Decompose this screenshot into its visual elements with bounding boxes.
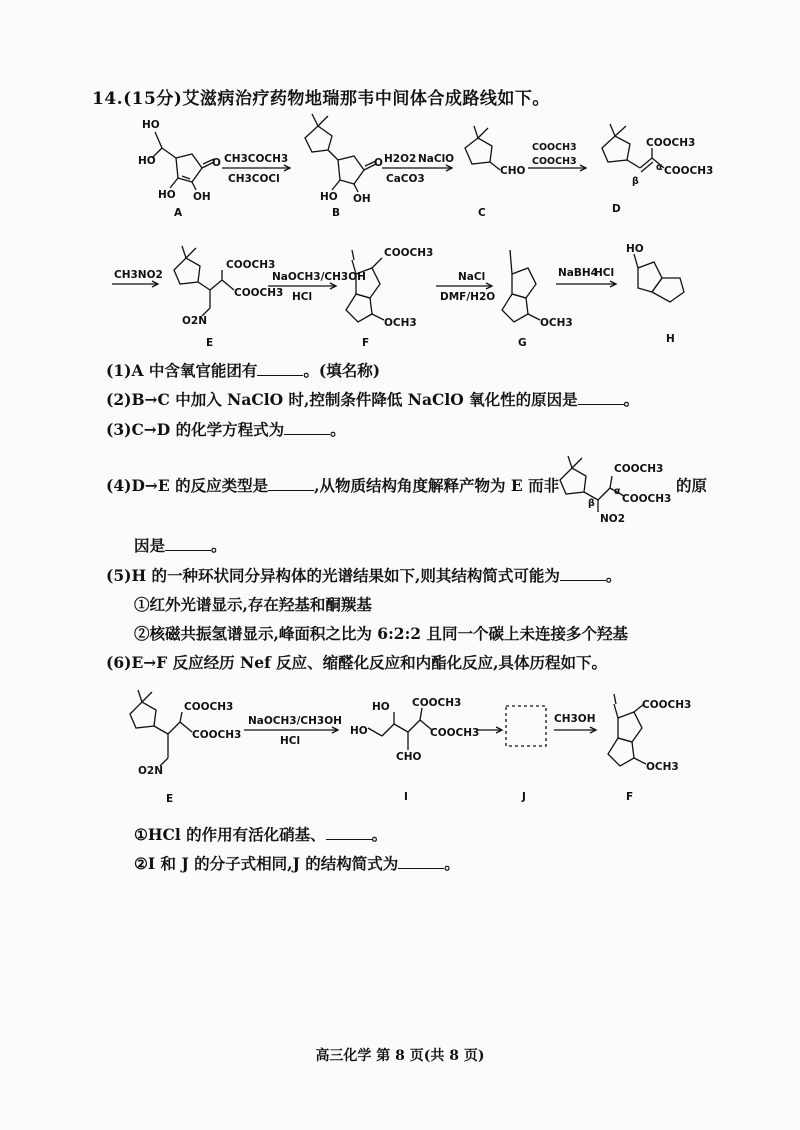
reagent-ch3coch3: CH3COCH3 bbox=[224, 153, 289, 165]
e2-cooch3-top: COOCH3 bbox=[184, 701, 234, 713]
structure-alt-e bbox=[552, 446, 682, 526]
i-cooch3-top: COOCH3 bbox=[412, 697, 462, 709]
reagent-ch3cocl: CH3COCl bbox=[228, 173, 280, 185]
reagent-ch3oh: CH3OH bbox=[554, 713, 596, 725]
reagent-dmf: DMF/H2O bbox=[440, 291, 496, 303]
reagent-nabh4: NaBH4 bbox=[558, 267, 598, 279]
a-ho-top: HO bbox=[142, 119, 160, 131]
answer-blank-6a[interactable] bbox=[326, 825, 372, 840]
reagent-malonate-2: COOCH3 bbox=[532, 156, 577, 167]
a-oh-bottom: OH bbox=[193, 191, 211, 203]
subq-6-2: ②I 和 J 的分子式相同,J 的结构简式为 。 bbox=[134, 854, 460, 873]
reagent-naoch3: NaOCH3/CH3OH bbox=[272, 271, 366, 283]
subq-5-cond1: ①红外光谱显示,存在羟基和酮羰基 bbox=[134, 595, 372, 614]
reagent-malonate-1: COOCH3 bbox=[532, 142, 577, 153]
answer-blank-4a[interactable] bbox=[268, 476, 314, 491]
f-cooch3: COOCH3 bbox=[384, 247, 434, 259]
synthesis-route-2 bbox=[100, 228, 720, 348]
label-e: E bbox=[206, 337, 214, 348]
subq-2: (2)B→C 中加入 NaClO 时,控制条件降低 NaClO 氧化性的原因是 。 bbox=[106, 390, 640, 409]
c-cho: CHO bbox=[500, 165, 526, 177]
subq-4b: 因是 。 bbox=[134, 536, 227, 555]
alt-e-alpha: α bbox=[614, 486, 621, 497]
d-alpha: α bbox=[656, 162, 663, 173]
i-cooch3-right: COOCH3 bbox=[430, 727, 480, 739]
answer-blank-2[interactable] bbox=[578, 390, 624, 405]
b-oh: OH bbox=[353, 193, 371, 205]
reagent-nacl: NaCl bbox=[458, 271, 486, 283]
label-c: C bbox=[478, 207, 486, 219]
label-d: D bbox=[612, 203, 621, 215]
reagent-naclo: NaClO bbox=[418, 153, 455, 165]
e2-cooch3-right: COOCH3 bbox=[192, 729, 242, 741]
reagent-naoch3-2: NaOCH3/CH3OH bbox=[248, 715, 342, 727]
i-cho: CHO bbox=[396, 751, 422, 763]
e-cooch3-right: COOCH3 bbox=[234, 287, 284, 299]
answer-blank-5[interactable] bbox=[560, 566, 606, 581]
reagent-hcl-2: HCl bbox=[594, 267, 615, 279]
a-ho-bottom: HO bbox=[158, 189, 176, 201]
answer-blank-1[interactable] bbox=[257, 361, 303, 376]
f2-och3: OCH3 bbox=[646, 761, 679, 773]
subq-5-cond2: ②核磁共振氢谱显示,峰面积之比为 6:2:2 且同一个碳上未连接多个羟基 bbox=[134, 624, 628, 643]
answer-blank-6b[interactable] bbox=[398, 854, 444, 869]
reagent-h2o2: H2O2 bbox=[384, 153, 417, 165]
page-footer: 高三化学 第 8 页(共 8 页) bbox=[315, 1048, 485, 1064]
answer-blank-4b[interactable] bbox=[165, 536, 211, 551]
synthesis-route-3 bbox=[110, 672, 730, 812]
e-cooch3-top: COOCH3 bbox=[226, 259, 276, 271]
f-och3: OCH3 bbox=[384, 317, 417, 329]
a-ho-left: HO bbox=[138, 155, 156, 167]
g-och3: OCH3 bbox=[540, 317, 573, 329]
label-a: A bbox=[174, 207, 183, 219]
reagent-hcl-3: HCl bbox=[280, 735, 301, 747]
i-ho: HO bbox=[372, 701, 390, 713]
subq-3: (3)C→D 的化学方程式为 。 bbox=[106, 420, 346, 439]
label-f: F bbox=[362, 337, 370, 348]
label-e2: E bbox=[166, 793, 174, 805]
label-f2: F bbox=[626, 791, 634, 803]
alt-e-cooch3-top: COOCH3 bbox=[614, 463, 664, 475]
synthesis-route-1 bbox=[100, 110, 720, 220]
subq-4: (4)D→E 的反应类型是 ,从物质结构角度解释产物为 E 而非 bbox=[106, 476, 560, 495]
b-carbonyl-o: O bbox=[374, 157, 383, 169]
reagent-caco3: CaCO3 bbox=[386, 173, 425, 185]
alt-e-beta: β bbox=[588, 498, 595, 509]
label-i: I bbox=[404, 791, 408, 803]
label-g: G bbox=[518, 337, 527, 348]
alt-e-no2: NO2 bbox=[600, 513, 626, 525]
d-beta: β bbox=[632, 176, 639, 187]
e-o2n: O2N bbox=[182, 315, 208, 327]
b-ho: HO bbox=[320, 191, 338, 203]
subq-5: (5)H 的一种环状同分异构体的光谱结果如下,则其结构简式可能为 。 bbox=[106, 566, 622, 585]
subq-4-tail: 的原 bbox=[676, 476, 708, 495]
reagent-hcl: HCl bbox=[292, 291, 313, 303]
d-cooch3-top: COOCH3 bbox=[646, 137, 696, 149]
label-h: H bbox=[666, 333, 675, 345]
h-ho: HO bbox=[626, 243, 644, 255]
label-j: J bbox=[522, 791, 526, 803]
answer-blank-3[interactable] bbox=[284, 420, 330, 435]
i-ho-left: HO bbox=[350, 725, 368, 737]
e2-o2n: O2N bbox=[138, 765, 164, 777]
subq-1: (1)A 中含氧官能团有 。(填名称) bbox=[106, 361, 381, 380]
d-cooch3-right: COOCH3 bbox=[664, 165, 714, 177]
reagent-ch3no2: CH3NO2 bbox=[114, 269, 163, 281]
f2-cooch3: COOCH3 bbox=[642, 699, 692, 711]
alt-e-cooch3-right: COOCH3 bbox=[622, 493, 672, 505]
subq-6: (6)E→F 反应经历 Nef 反应、缩醛化反应和内酯化反应,具体历程如下。 bbox=[106, 653, 608, 672]
subq-6-1: ①HCl 的作用有活化硝基、 。 bbox=[134, 825, 388, 844]
question-title: 14.(15分)艾滋病治疗药物地瑞那韦中间体合成路线如下。 bbox=[92, 89, 550, 109]
a-carbonyl-o: O bbox=[212, 157, 221, 169]
label-b: B bbox=[332, 207, 341, 219]
